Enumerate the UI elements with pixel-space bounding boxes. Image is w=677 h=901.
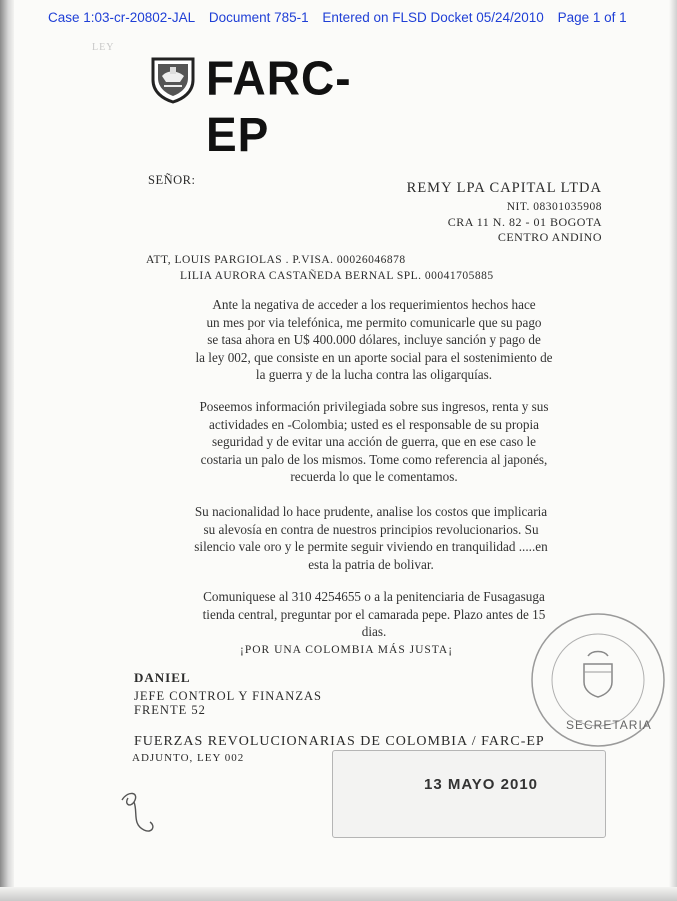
- footer-organization: FUERZAS REVOLUCIONARIAS DE COLOMBIA / FARC-EP: [134, 734, 545, 749]
- recipient-address: CRA 11 N. 82 - 01 BOGOTA: [447, 215, 602, 229]
- received-stamp: [332, 750, 606, 838]
- farc-shield-icon: [150, 56, 196, 104]
- attention-line-2: LILIA AURORA CASTAÑEDA BERNAL SPL. 00041705885: [180, 270, 494, 282]
- paragraph-line: Su nacionalidad lo hace prudente, analise los costos que implicaria: [194, 504, 548, 519]
- scan-edge-right: [669, 0, 677, 901]
- docket-page: Page 1 of 1: [557, 10, 627, 25]
- salutation: SEÑOR:: [148, 173, 196, 187]
- paragraph-1: [136, 296, 612, 384]
- recipient-company: REMY LPA CAPITAL LTDA: [406, 180, 602, 196]
- docket-document: Document 785-1: [208, 10, 309, 25]
- paragraph-3: [130, 503, 612, 573]
- paragraph-line: se tasa ahora en U$ 400.000 dólares, incluye sanción y pago de: [207, 332, 541, 347]
- colombia-coat-of-arms-icon: [584, 652, 612, 698]
- paragraph-line: un mes por via telefónica, me permito comunicarle que su pago: [206, 314, 542, 330]
- paragraph-line: la ley 002, que consiste en un aporte social para el sostenimiento de: [195, 349, 553, 365]
- signature-role: JEFE CONTROL Y FINANZAS: [134, 689, 322, 703]
- attention-line-1: ATT, LOUIS PARGIOLAS . P.VISA. 00026046878: [146, 254, 406, 266]
- signature-front: FRENTE 52: [134, 703, 206, 717]
- docket-case: Case 1:03-cr-20802-JAL: [48, 10, 196, 25]
- paragraph-line: Comuniquese al 310 4254655 o a la penitenciaria de Fusagasuga: [203, 589, 545, 604]
- paragraph-line: su alevosía en contra de nuestros principios revolucionarios. Su: [203, 521, 539, 537]
- paragraph-line: recuerda lo que le comentamos.: [290, 469, 458, 484]
- paragraph-line: Poseemos información privilegiada sobre sus ingresos, renta y sus: [199, 399, 549, 414]
- paragraph-line: dias.: [361, 624, 387, 639]
- handwritten-mark: [110, 780, 170, 840]
- scan-edge-bottom: [0, 887, 677, 901]
- seal-secretaria-text: SECRETARIA: [566, 718, 652, 732]
- paragraph-line: silencio vale oro y le permite seguir viviendo en tranquilidad .....en: [194, 539, 548, 554]
- faint-watermark: LEY: [92, 42, 115, 53]
- docket-entered: Entered on FLSD Docket 05/24/2010: [322, 10, 544, 25]
- recipient-place: CENTRO ANDINO: [497, 230, 602, 244]
- paragraph-line: costaria un palo de los mismos. Tome como referencia al japonés,: [200, 451, 548, 467]
- closing-slogan: ¡POR UNA COLOMBIA MÁS JUSTA¡: [240, 644, 454, 656]
- paragraph-line: seguridad y de evitar una acción de guerra, que en ese caso le: [211, 434, 537, 449]
- docket-header: [48, 10, 668, 25]
- paragraph-line: actividades en -Colombia; usted es el responsable de su propia: [209, 416, 539, 432]
- farc-logo: [150, 50, 410, 162]
- footer-attachment: ADJUNTO, LEY 002: [132, 752, 245, 764]
- recipient-nit: NIT. 08301035908: [506, 201, 602, 213]
- paragraph-line: la guerra y de la lucha contra las oligarquías.: [255, 367, 493, 382]
- paragraph-line: tienda central, preguntar por el camarada pepe. Plazo antes de 15: [202, 606, 546, 622]
- received-stamp-date: 13 MAYO 2010: [424, 776, 539, 793]
- paragraph-line: Ante la negativa de acceder a los requerimientos hechos hace: [212, 297, 536, 312]
- logo-text: FARC-EP: [206, 50, 352, 162]
- signature-name: DANIEL: [134, 670, 191, 685]
- scan-edge-left: [0, 0, 14, 901]
- paragraph-line: esta la patria de bolivar.: [308, 556, 434, 572]
- paragraph-2: [136, 398, 612, 486]
